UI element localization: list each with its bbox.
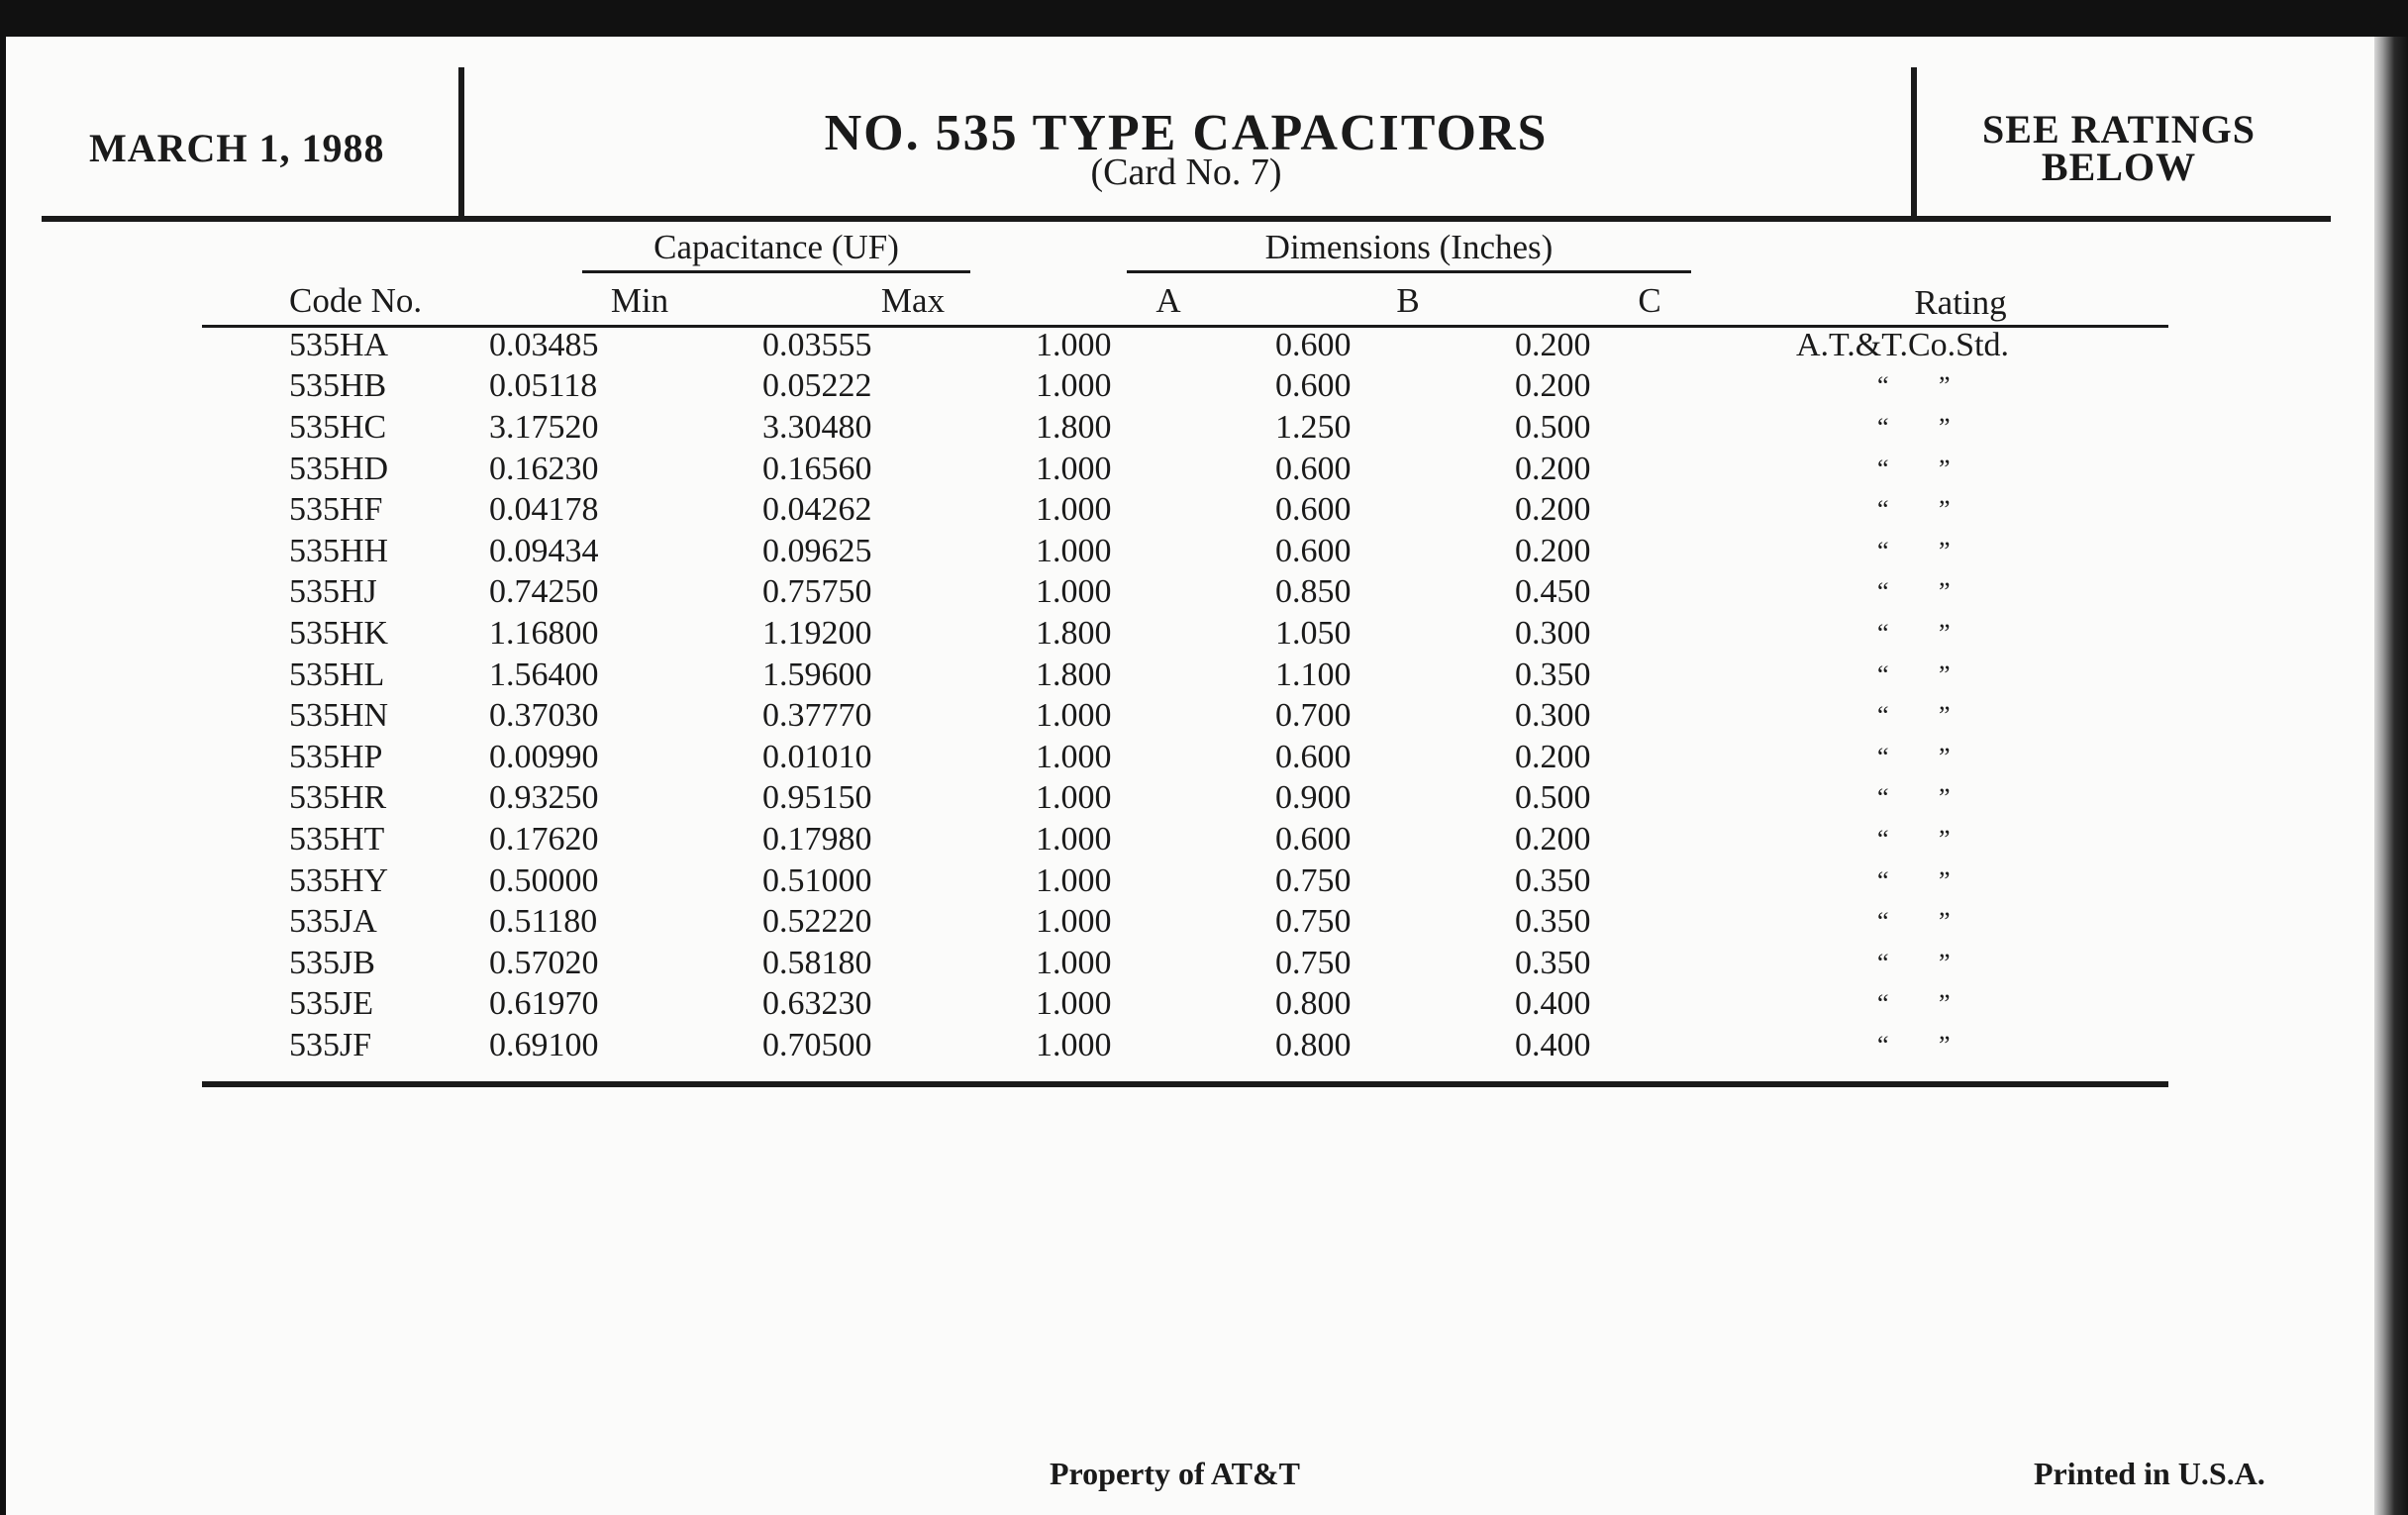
cell-code: 535HB (289, 367, 387, 405)
cell-max: 0.58180 (762, 944, 872, 981)
issue-date: MARCH 1, 1988 (89, 126, 385, 170)
cell-min: 1.16800 (489, 614, 599, 652)
cell-rating: “ ” (1877, 865, 1951, 895)
cell-c: 0.350 (1515, 944, 1591, 981)
header-divider-right (1911, 67, 1917, 216)
footer-printed: Printed in U.S.A. (2034, 1456, 2265, 1491)
cell-a: 1.000 (1036, 1026, 1112, 1063)
cell-c: 0.200 (1515, 367, 1591, 405)
col-header-code: Code No. (289, 281, 423, 320)
card-number: (Card No. 7) (1090, 152, 1282, 193)
cell-a: 1.000 (1036, 450, 1112, 487)
cell-code: 535JB (289, 944, 375, 981)
cell-a: 1.000 (1036, 779, 1112, 817)
cell-c: 0.300 (1515, 614, 1591, 652)
cell-code: 535HH (289, 532, 389, 569)
table-row (0, 901, 2103, 943)
table-row (0, 778, 2103, 820)
table-row (0, 449, 2103, 490)
cell-min: 0.17620 (489, 820, 599, 858)
table-row (0, 860, 2103, 902)
cell-code: 535HT (289, 820, 385, 858)
cell-max: 0.17980 (762, 820, 872, 858)
cell-min: 0.61970 (489, 985, 599, 1023)
cell-b: 0.600 (1275, 491, 1352, 529)
cell-c: 0.200 (1515, 532, 1591, 569)
col-header-c: C (1638, 281, 1661, 320)
cell-c: 0.400 (1515, 985, 1591, 1023)
footer-property: Property of AT&T (1050, 1456, 1300, 1491)
cell-min: 0.00990 (489, 738, 599, 775)
table-row (0, 943, 2103, 984)
cell-c: 0.350 (1515, 656, 1591, 693)
cell-rating: A.T.&T.Co.Std. (1796, 326, 2010, 363)
cell-b: 0.600 (1275, 450, 1352, 487)
cell-b: 1.100 (1275, 656, 1352, 693)
cell-code: 535HF (289, 491, 383, 529)
cell-a: 1.000 (1036, 697, 1112, 735)
cell-c: 0.200 (1515, 738, 1591, 775)
col-header-max: Max (880, 281, 946, 320)
table-row (0, 1025, 2103, 1066)
cell-max: 0.70500 (762, 1026, 872, 1063)
cell-min: 0.93250 (489, 779, 599, 817)
ratings-note-line1: SEE RATINGS (1982, 107, 2256, 152)
cell-c: 0.350 (1515, 903, 1591, 941)
capacitance-group-header: Capacitance (UF) (653, 228, 899, 266)
cell-code: 535HJ (289, 573, 377, 611)
cell-c: 0.200 (1515, 491, 1591, 529)
capacitor-table (0, 325, 2103, 1066)
cell-max: 0.95150 (762, 779, 872, 817)
cell-a: 1.000 (1036, 326, 1112, 363)
cell-a: 1.000 (1036, 944, 1112, 981)
cell-max: 1.19200 (762, 614, 872, 652)
table-row (0, 819, 2103, 860)
ratings-note (1921, 107, 2317, 189)
cell-min: 1.56400 (489, 656, 599, 693)
cell-b: 0.600 (1275, 738, 1352, 775)
cell-code: 535HD (289, 450, 389, 487)
cell-min: 0.05118 (489, 367, 598, 405)
cell-a: 1.000 (1036, 985, 1112, 1023)
cell-code: 535JE (289, 985, 373, 1023)
cell-b: 0.600 (1275, 367, 1352, 405)
cell-b: 0.750 (1275, 944, 1352, 981)
cell-min: 0.69100 (489, 1026, 599, 1063)
cell-a: 1.000 (1036, 903, 1112, 941)
cell-rating: “ ” (1877, 412, 1951, 442)
card-edge-shadow (2374, 37, 2408, 1515)
cell-b: 0.750 (1275, 903, 1352, 941)
cell-rating: “ ” (1877, 701, 1951, 731)
cell-max: 0.01010 (762, 738, 872, 775)
cell-min: 0.09434 (489, 532, 599, 569)
cell-c: 0.200 (1515, 450, 1591, 487)
cell-rating: “ ” (1877, 824, 1951, 854)
cell-max: 0.16560 (762, 450, 872, 487)
cell-c: 0.400 (1515, 1026, 1591, 1063)
cell-b: 0.800 (1275, 985, 1352, 1023)
cell-code: 535HY (289, 861, 389, 899)
table-row (0, 613, 2103, 655)
dimensions-group-rule (1127, 270, 1691, 273)
cell-max: 0.63230 (762, 985, 872, 1023)
cell-c: 0.500 (1515, 408, 1591, 446)
cell-a: 1.000 (1036, 367, 1112, 405)
cell-c: 0.300 (1515, 697, 1591, 735)
cell-b: 0.700 (1275, 697, 1352, 735)
cell-a: 1.000 (1036, 532, 1112, 569)
cell-a: 1.000 (1036, 491, 1112, 529)
cell-min: 0.57020 (489, 944, 599, 981)
document-title: NO. 535 TYPE CAPACITORS (824, 105, 1549, 161)
dimensions-group-header: Dimensions (Inches) (1264, 228, 1554, 266)
cell-code: 535HC (289, 408, 387, 446)
cell-b: 0.600 (1275, 820, 1352, 858)
cell-a: 1.800 (1036, 614, 1112, 652)
cell-b: 0.750 (1275, 861, 1352, 899)
cell-min: 0.51180 (489, 903, 598, 941)
cell-b: 1.250 (1275, 408, 1352, 446)
cell-rating: “ ” (1877, 454, 1951, 483)
cell-min: 0.16230 (489, 450, 599, 487)
cell-c: 0.200 (1515, 820, 1591, 858)
cell-rating: “ ” (1877, 907, 1951, 937)
cell-code: 535HR (289, 779, 387, 817)
cell-max: 3.30480 (762, 408, 872, 446)
cell-min: 0.74250 (489, 573, 599, 611)
col-header-b: B (1396, 281, 1420, 320)
cell-max: 0.52220 (762, 903, 872, 941)
capacitance-group-rule (582, 270, 970, 273)
cell-max: 0.75750 (762, 573, 872, 611)
cell-min: 0.03485 (489, 326, 599, 363)
table-row (0, 984, 2103, 1026)
table-row (0, 366, 2103, 408)
cell-max: 0.05222 (762, 367, 872, 405)
cell-max: 0.51000 (762, 861, 872, 899)
cell-b: 0.900 (1275, 779, 1352, 817)
cell-rating: “ ” (1877, 659, 1951, 689)
cell-code: 535HK (289, 614, 389, 652)
cell-rating: “ ” (1877, 948, 1951, 977)
col-header-a: A (1155, 281, 1181, 320)
cell-rating: “ ” (1877, 536, 1951, 565)
table-row (0, 531, 2103, 572)
table-row (0, 695, 2103, 737)
cell-b: 0.800 (1275, 1026, 1352, 1063)
cell-a: 1.000 (1036, 738, 1112, 775)
cell-b: 0.600 (1275, 532, 1352, 569)
cell-c: 0.350 (1515, 861, 1591, 899)
table-row (0, 572, 2103, 614)
cell-b: 0.850 (1275, 573, 1352, 611)
cell-b: 1.050 (1275, 614, 1352, 652)
table-row (0, 489, 2103, 531)
table-row (0, 655, 2103, 696)
cell-code: 535HA (289, 326, 389, 363)
col-header-min: Min (610, 281, 669, 320)
cell-rating: “ ” (1877, 989, 1951, 1019)
cell-code: 535HN (289, 697, 389, 735)
cell-a: 1.000 (1036, 861, 1112, 899)
cell-min: 3.17520 (489, 408, 599, 446)
cell-max: 0.03555 (762, 326, 872, 363)
cell-rating: “ ” (1877, 495, 1951, 525)
cell-max: 0.37770 (762, 697, 872, 735)
cell-rating: “ ” (1877, 1030, 1951, 1060)
cell-code: 535JA (289, 903, 377, 941)
table-row (0, 325, 2103, 366)
ratings-note-line2: BELOW (2041, 145, 2197, 189)
cell-a: 1.000 (1036, 820, 1112, 858)
cell-max: 0.09625 (762, 532, 872, 569)
cell-rating: “ ” (1877, 577, 1951, 607)
cell-rating: “ ” (1877, 618, 1951, 648)
header-rule (42, 216, 2331, 222)
cell-c: 0.200 (1515, 326, 1591, 363)
cell-code: 535HL (289, 656, 385, 693)
table-bottom-rule (202, 1081, 2168, 1087)
cell-c: 0.500 (1515, 779, 1591, 817)
table-row (0, 407, 2103, 449)
cell-min: 0.50000 (489, 861, 599, 899)
cell-a: 1.800 (1036, 408, 1112, 446)
cell-a: 1.000 (1036, 573, 1112, 611)
cell-rating: “ ” (1877, 371, 1951, 401)
col-header-rating: Rating (1914, 283, 2007, 322)
cell-rating: “ ” (1877, 783, 1951, 813)
cell-b: 0.600 (1275, 326, 1352, 363)
cell-c: 0.450 (1515, 573, 1591, 611)
cell-code: 535HP (289, 738, 383, 775)
cell-max: 0.04262 (762, 491, 872, 529)
table-row (0, 737, 2103, 778)
cell-a: 1.800 (1036, 656, 1112, 693)
cell-max: 1.59600 (762, 656, 872, 693)
cell-min: 0.37030 (489, 697, 599, 735)
cell-rating: “ ” (1877, 742, 1951, 771)
cell-min: 0.04178 (489, 491, 599, 529)
cell-code: 535JF (289, 1026, 372, 1063)
